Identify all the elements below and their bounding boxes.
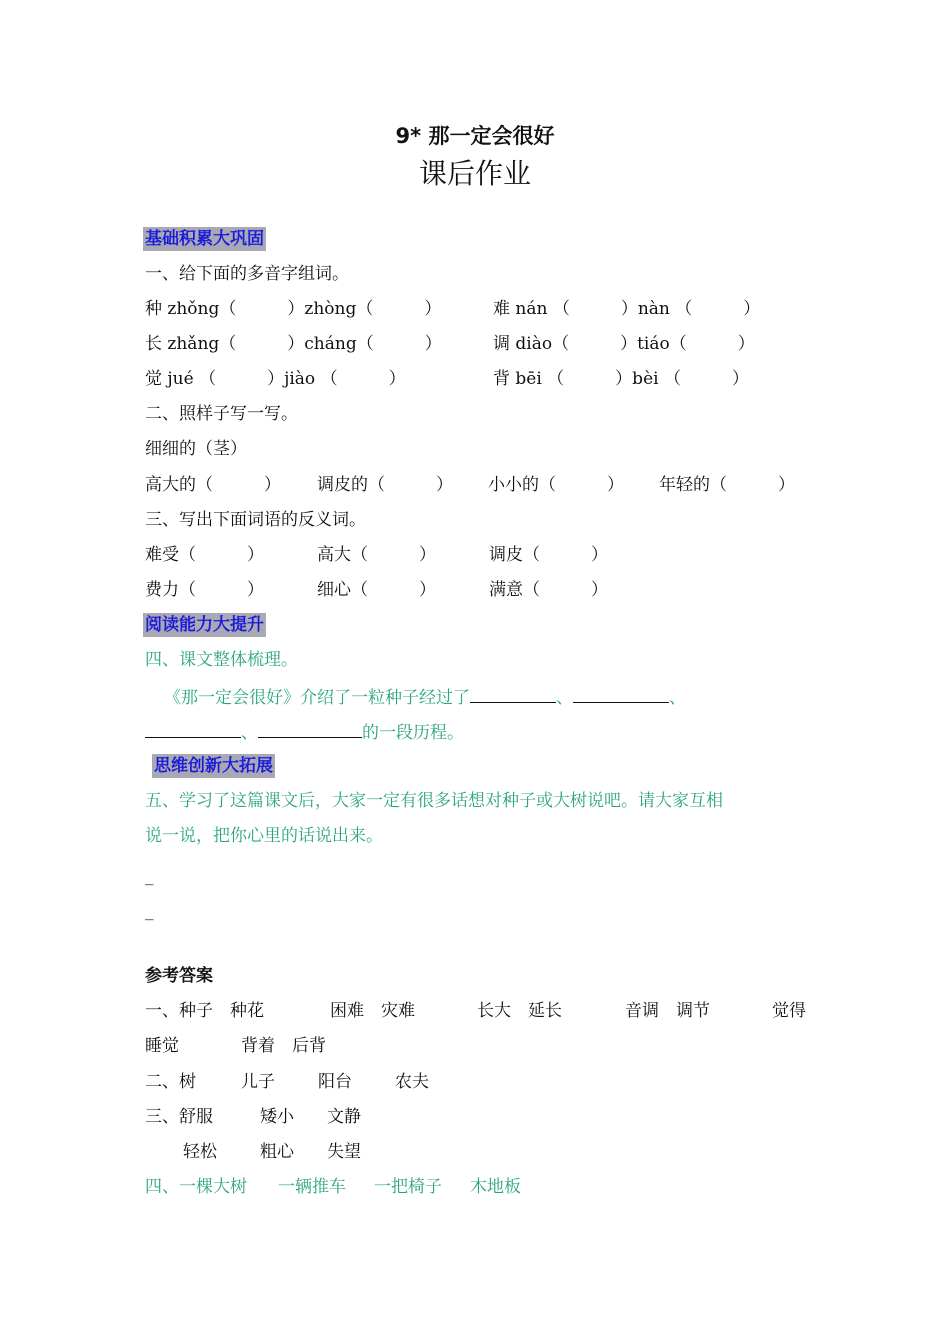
section-badge-reading: 阅读能力大提升 (145, 615, 264, 635)
q3-item: 满意（ ） (489, 580, 608, 600)
q4-ending: 的一段历程。 (362, 723, 464, 743)
answer-item: 阳台 (318, 1072, 352, 1092)
answer-line[interactable]: _ (145, 901, 154, 921)
answer-item: 三、舒服 (145, 1107, 213, 1127)
answer-item: 文静 (327, 1107, 361, 1127)
q4-text: 《那一定会很好》介绍了一粒种子经过了 (164, 688, 470, 708)
answer-line[interactable]: _ (145, 866, 154, 886)
answer-item: 困难 灾难 (330, 1001, 415, 1021)
q1-item: 难 nán （ ）nàn （ ） (493, 299, 761, 319)
answer-item: 睡觉 (145, 1036, 179, 1056)
answer-item: 矮小 (260, 1107, 294, 1127)
answer-blank[interactable] (573, 684, 669, 703)
answer-item: 四、一棵大树 (145, 1177, 247, 1197)
answer-blank[interactable] (470, 684, 556, 703)
answer-blank[interactable] (258, 719, 362, 738)
answer-item: 一辆推车 (278, 1177, 346, 1197)
answer-item: 木地板 (470, 1177, 521, 1197)
answer-item: 粗心 (260, 1142, 294, 1162)
q4-separator: 、 (241, 723, 258, 743)
q1-item: 长 zhǎng（ ）cháng（ ） (145, 334, 442, 354)
q5-line2: 说一说，把你心里的话说出来。 (145, 826, 383, 846)
answer-item: 轻松 (183, 1142, 217, 1162)
q2-item: 小小的（ ） (488, 475, 624, 495)
answer-item: 觉得 (772, 1001, 806, 1021)
q2-item: 高大的（ ） (145, 475, 281, 495)
q1-heading: 一、给下面的多音字组词。 (145, 264, 349, 284)
section-badge-basics: 基础积累大巩固 (145, 229, 264, 249)
q3-item: 高大（ ） (317, 545, 436, 565)
q2-heading: 二、照样子写一写。 (145, 404, 298, 424)
section-badge-thinking: 思维创新大拓展 (154, 756, 273, 776)
q2-example: 细细的（茎） (145, 439, 247, 459)
answer-blank[interactable] (145, 719, 241, 738)
q4-heading: 四、课文整体梳理。 (145, 650, 298, 670)
answer-item: 背着 后背 (241, 1036, 326, 1056)
q3-heading: 三、写出下面词语的反义词。 (145, 510, 366, 530)
q4-separator: 、 (556, 688, 573, 708)
q5-line1: 五、学习了这篇课文后，大家一定有很多话想对种子或大树说吧。请大家互相 (145, 791, 723, 811)
answer-item: 长大 延长 (477, 1001, 562, 1021)
q4-line2 (145, 719, 464, 745)
q2-item: 调皮的（ ） (317, 475, 453, 495)
q4-separator: 、 (669, 688, 686, 708)
q3-item: 调皮（ ） (489, 545, 608, 565)
q1-item: 种 zhǒng（ ）zhòng（ ） (145, 299, 442, 319)
answer-item: 一、种子 种花 (145, 1001, 264, 1021)
q2-item: 年轻的（ ） (659, 475, 795, 495)
answer-item: 一把椅子 (374, 1177, 442, 1197)
page-subtitle: 课后作业 (418, 157, 531, 190)
q1-item: 背 bēi （ ）bèi （ ） (493, 369, 749, 389)
answer-item: 农夫 (395, 1072, 429, 1092)
q1-item: 觉 jué （ ）jiào （ ） (145, 369, 406, 389)
answer-item: 儿子 (241, 1072, 275, 1092)
lesson-title: 9* 那一定会很好 (395, 124, 555, 148)
q4-line1 (164, 684, 686, 710)
answer-item: 二、树 (145, 1072, 196, 1092)
q1-item: 调 diào（ ）tiáo（ ） (493, 334, 755, 354)
q3-item: 细心（ ） (317, 580, 436, 600)
q3-item: 难受（ ） (145, 545, 264, 565)
answer-item: 音调 调节 (625, 1001, 710, 1021)
q3-item: 费力（ ） (145, 580, 264, 600)
answers-heading: 参考答案 (145, 966, 213, 986)
answer-item: 失望 (327, 1142, 361, 1162)
